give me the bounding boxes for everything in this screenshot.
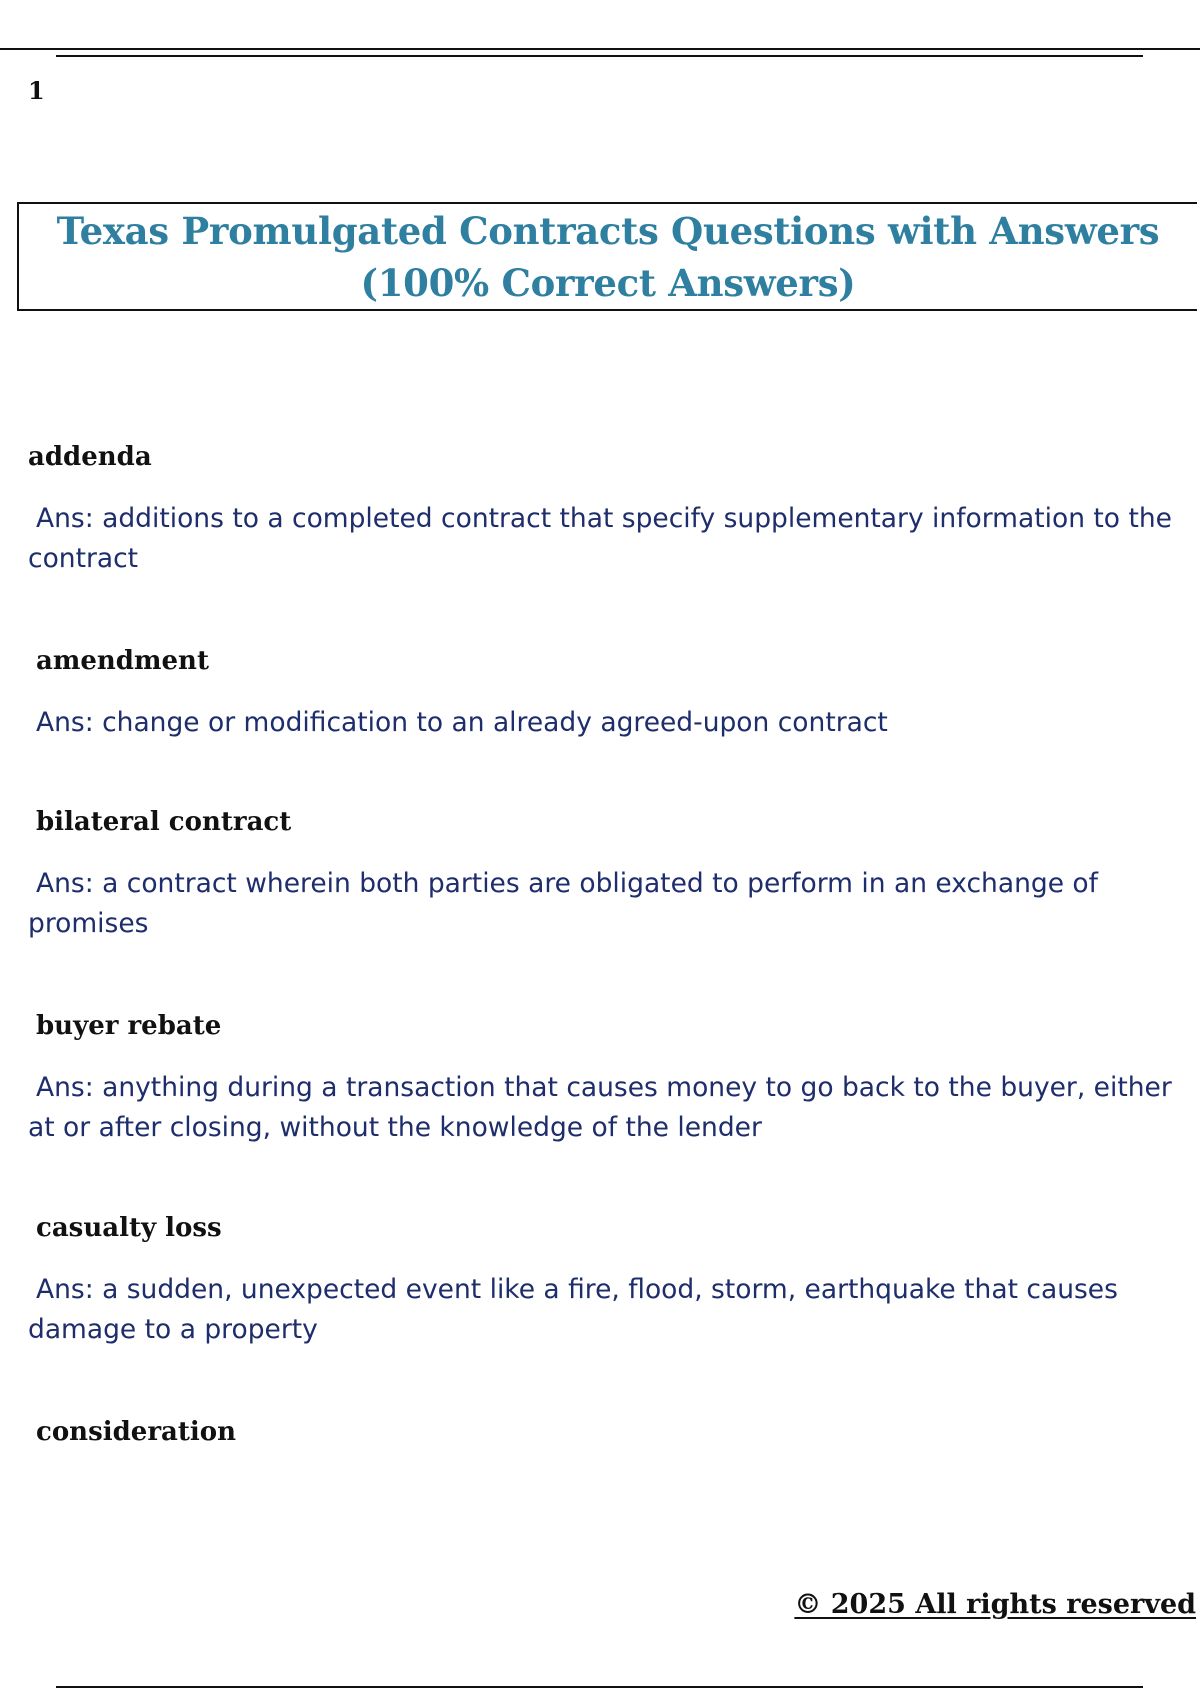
answer-addenda: Ans: additions to a completed contract that specify supplementary information to the contract [28,503,1172,574]
answer-casualty-loss: Ans: a sudden, unexpected event like a fire, flood, storm, earthquake that causes damage to a property [28,1274,1118,1345]
term-amendment: amendment [36,646,209,676]
term-consideration: consideration [36,1417,236,1447]
answer-amendment: Ans: change or modification to an already agreed-upon contract [36,707,888,738]
title-line-2: (100% Correct Answers) [360,260,856,305]
term-casualty-loss: casualty loss [36,1213,222,1243]
title-box [17,202,1197,311]
term-buyer-rebate: buyer rebate [36,1011,222,1041]
answer-bilateral-contract: Ans: a contract wherein both parties are obligated to perform in an exchange of promises [28,868,1098,939]
footer-rule [56,1686,1143,1688]
copyright-footer: © 2025 All rights reserved [794,1589,1196,1620]
term-addenda: addenda [28,442,152,472]
answer-buyer-rebate: Ans: anything during a transaction that causes money to go back to the buyer, either at or after closing, without the knowledge of the lender [28,1072,1172,1143]
document-title [57,205,1160,309]
header-rule-outer [0,48,1200,50]
header-rule-inner [56,55,1143,57]
page-number: 1 [28,76,45,105]
title-line-1: Texas Promulgated Contracts Questions with Answers [56,208,1160,253]
term-bilateral-contract: bilateral contract [36,807,292,837]
